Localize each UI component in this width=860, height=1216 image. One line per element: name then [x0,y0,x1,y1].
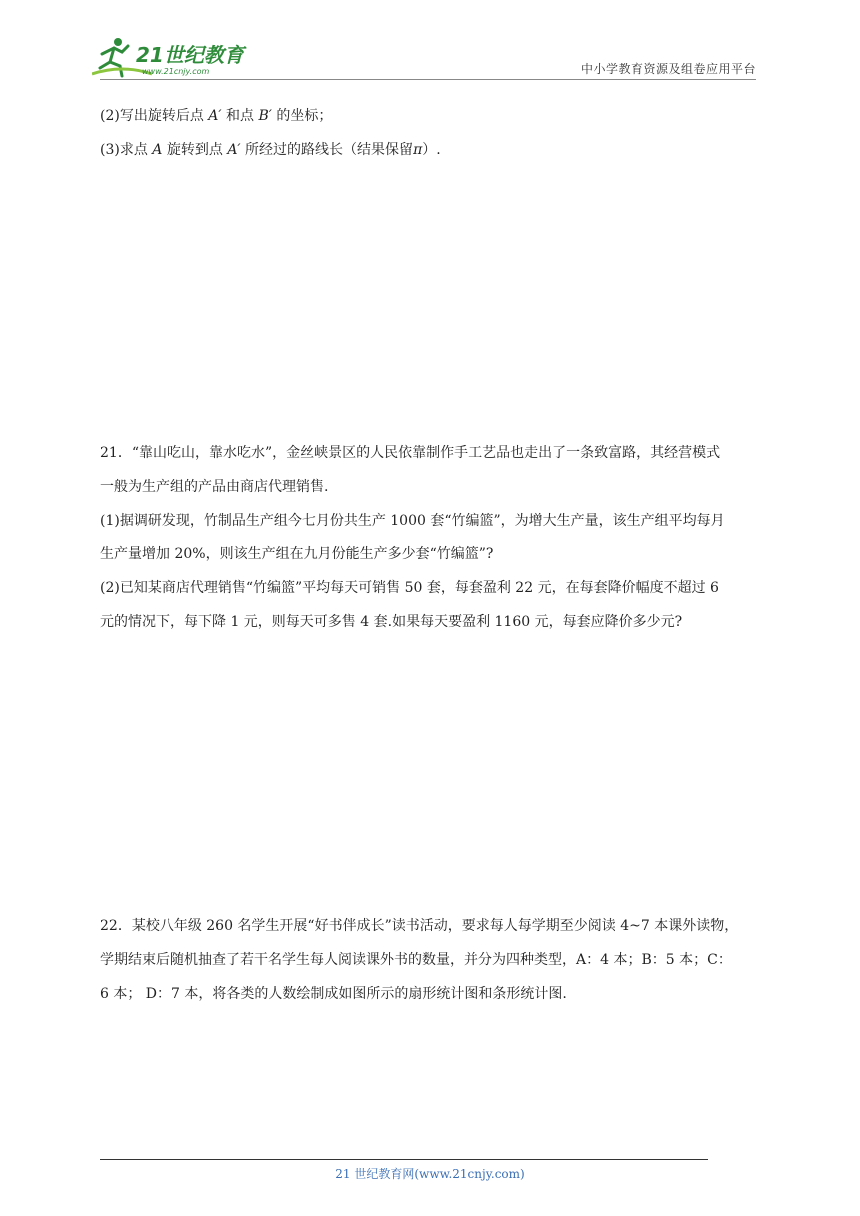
q22-line1: 22．某校八年级 260 名学生开展“好书伴成长”读书活动，要求每人每学期至少阅读 4~7 本课外读物， [100,918,739,934]
logo-url: www.21cnjy.com [142,67,210,76]
q20-part3: (3)求点 A 旋转到点 A′ 所经过的路线长（结果保留π）. [100,142,441,158]
platform-name: 中小学教育资源及组卷应用平台 [580,62,756,76]
site-logo [92,34,262,80]
q21-part2-line1: (2)已知某商店代理销售“竹编篮”平均每天可销售 50 套，每套盈利 22 元，在每套降价幅度不超过 6 [100,580,719,596]
header-divider [100,79,756,80]
q21-part1-line2: 生产量增加 20%，则该生产组在九月份能生产多少套“竹编篮”? [100,546,494,562]
q21-intro-line1: 21．“靠山吃山，靠水吃水”，金丝峡景区的人民依靠制作手工艺品也走出了一条致富路，其经营模式 [100,445,721,461]
q22-line2: 学期结束后随机抽查了若干名学生每人阅读课外书的数量，并分为四种类型，A：4 本；B：5 本；C： [100,952,732,968]
footer-divider [100,1159,708,1160]
footer-link[interactable]: 21 世纪教育网(www.21cnjy.com) [335,1167,525,1181]
q21-part1-line1: (1)据调研发现，竹制品生产组今七月份共生产 1000 套“竹编篮”，为增大生产量，该生产组平均每月 [100,513,725,529]
logo-text: 21世纪教育 [136,43,244,67]
q21-intro-line2: 一般为生产组的产品由商店代理销售. [100,479,329,495]
q20-part2: (2)写出旋转后点 A′ 和点 B′ 的坐标； [100,108,333,124]
q21-part2-line2: 元的情况下，每下降 1 元，则每天可多售 4 套.如果每天要盈利 1160 元，每套应降价多少元? [100,614,683,630]
q22-line3: 6 本； D：7 本，将各类的人数绘制成如图所示的扇形统计图和条形统计图. [100,986,567,1002]
